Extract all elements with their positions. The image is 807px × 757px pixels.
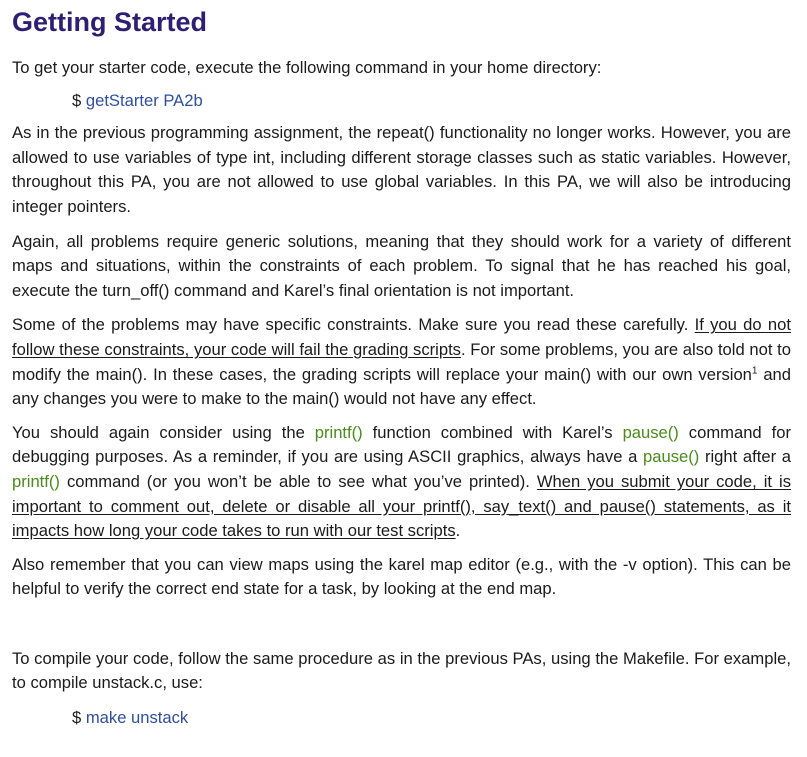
printf-function-ref: printf()	[314, 422, 363, 442]
footnote-marker: 1	[751, 365, 758, 376]
starter-command-text: getStarter PA2b	[85, 90, 203, 110]
paragraph-repeat-rules: As in the previous programming assignment, the repeat() functionality no longer works. However, you are allowed to use variables of type int, including different storage classes such as static variables. However, throughout this PA, you are not allowed to use global variables. In this PA, we will also be introducing integer pointers.	[12, 123, 791, 216]
intro-paragraph: To get your starter code, execute the following command in your home directory:	[12, 58, 602, 77]
shell-prompt: $	[72, 90, 82, 110]
pause-function-ref: pause()	[622, 422, 679, 442]
printf-function-ref-2: printf()	[12, 471, 60, 491]
constraints-text-1: Some of the problems may have specific constraints. Make sure you read these carefully.	[12, 315, 695, 335]
compile-command	[72, 706, 791, 731]
constraints-text-3: and any changes you were to make to the main() would not have any effect.	[12, 364, 792, 409]
debug-text-1: You should again consider using the	[12, 422, 315, 442]
constraints-warning: If you do not follow these constraints, your code will fail the grading scripts	[12, 315, 791, 359]
debug-warning: When you submit your code, it is important to comment out, delete or disable all your printf(), say_text() and pause() statements, as it impacts how long your code takes to run with our test scripts	[12, 471, 791, 541]
paragraph-debugging	[12, 421, 791, 544]
starter-command	[72, 89, 791, 114]
debug-text-2: function combined with Karel’s	[362, 422, 623, 442]
paragraph-compile: To compile your code, follow the same procedure as in the previous PAs, using the Makefile. For example, to compile unstack.c, use:	[12, 648, 791, 693]
compile-command-text: make unstack	[85, 708, 189, 728]
debug-text-6: .	[455, 521, 461, 541]
debug-text-4: right after a	[699, 447, 792, 467]
paragraph-constraints	[12, 313, 791, 411]
shell-prompt-2: $	[72, 708, 82, 728]
paragraph-generic-solutions: Again, all problems require generic solutions, meaning that they should work for a variety of different maps and situations, within the constraints of each problem. To signal that he has reached his goal, execute the turn_off() command and Karel’s final orientation is not important.	[12, 231, 791, 300]
debug-text-3: command for debugging purposes. As a reminder, if you are using ASCII graphics, always have a	[12, 422, 791, 467]
paragraph-map-editor: Also remember that you can view maps using the karel map editor (e.g., with the -v option). This can be helpful to verify the correct end state for a task, by looking at the end map.	[12, 554, 791, 599]
pause-function-ref-2: pause()	[643, 447, 700, 467]
page-title: Getting Started	[12, 7, 208, 37]
debug-text-5: command (or you won’t be able to see what you’ve printed).	[59, 471, 537, 491]
constraints-text-2: . For some problems, you are also told not to modify the main(). In these cases, the grading scripts will replace your main() with our own version	[12, 339, 791, 384]
